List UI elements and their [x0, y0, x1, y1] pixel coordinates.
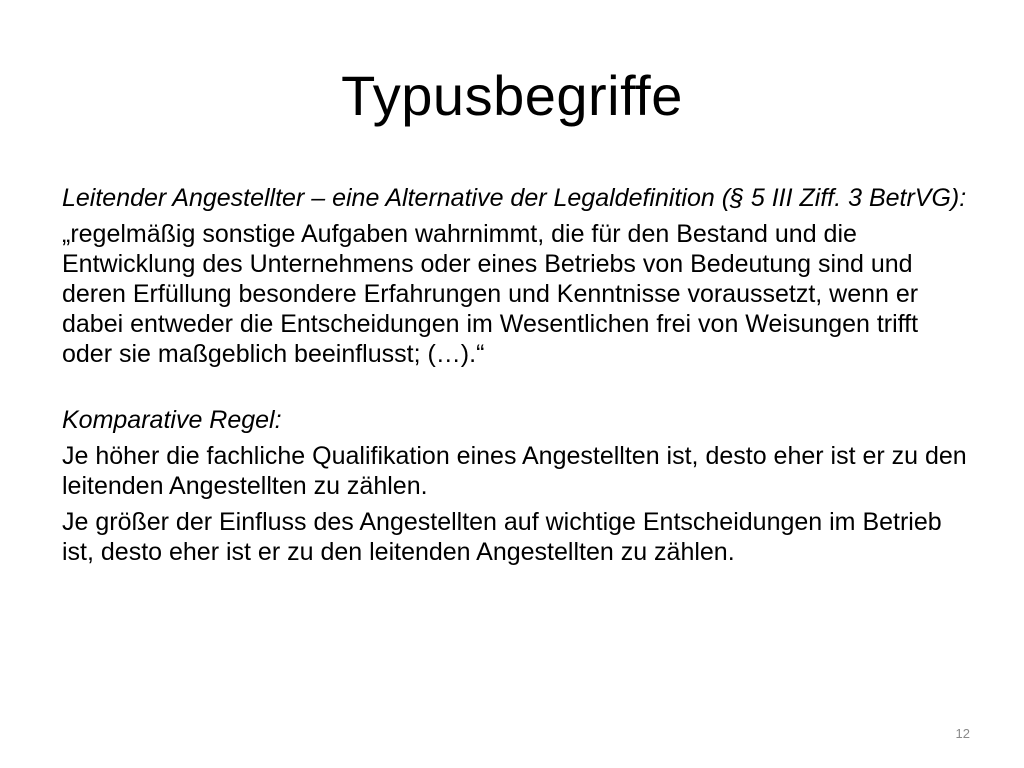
- rule-influence: Je größer der Einfluss des Angestellten auf wichtige Entscheidungen im Betrieb ist, desto eher ist er zu den leitenden Angestellten zu zählen.: [62, 508, 942, 566]
- slide-title: Typusbegriffe: [341, 64, 683, 127]
- definition-heading: Leitender Angestellter – eine Alternative der Legaldefinition (§ 5 III Ziff. 3 BetrVG):: [62, 184, 967, 212]
- slide-body: [62, 183, 967, 567]
- page-number: 12: [955, 726, 970, 741]
- rule-qualification: Je höher die fachliche Qualifikation eines Angestellten ist, desto eher ist er zu den leitenden Angestellten zu zählen.: [62, 442, 967, 500]
- comparative-rule-heading: Komparative Regel:: [62, 406, 282, 434]
- legal-definition-quote: „regelmäßig sonstige Aufgaben wahrnimmt, die für den Bestand und die Entwicklung des Unternehmens oder eines Betriebs von Bedeutung sind und deren Erfüllung besondere Erfahrungen und Kenntnisse voraussetzt, wenn er dabei entweder die Entscheidungen im Wesentlichen frei von Weisungen trifft oder sie maßgeblich beeinflusst; (…).“: [62, 220, 919, 368]
